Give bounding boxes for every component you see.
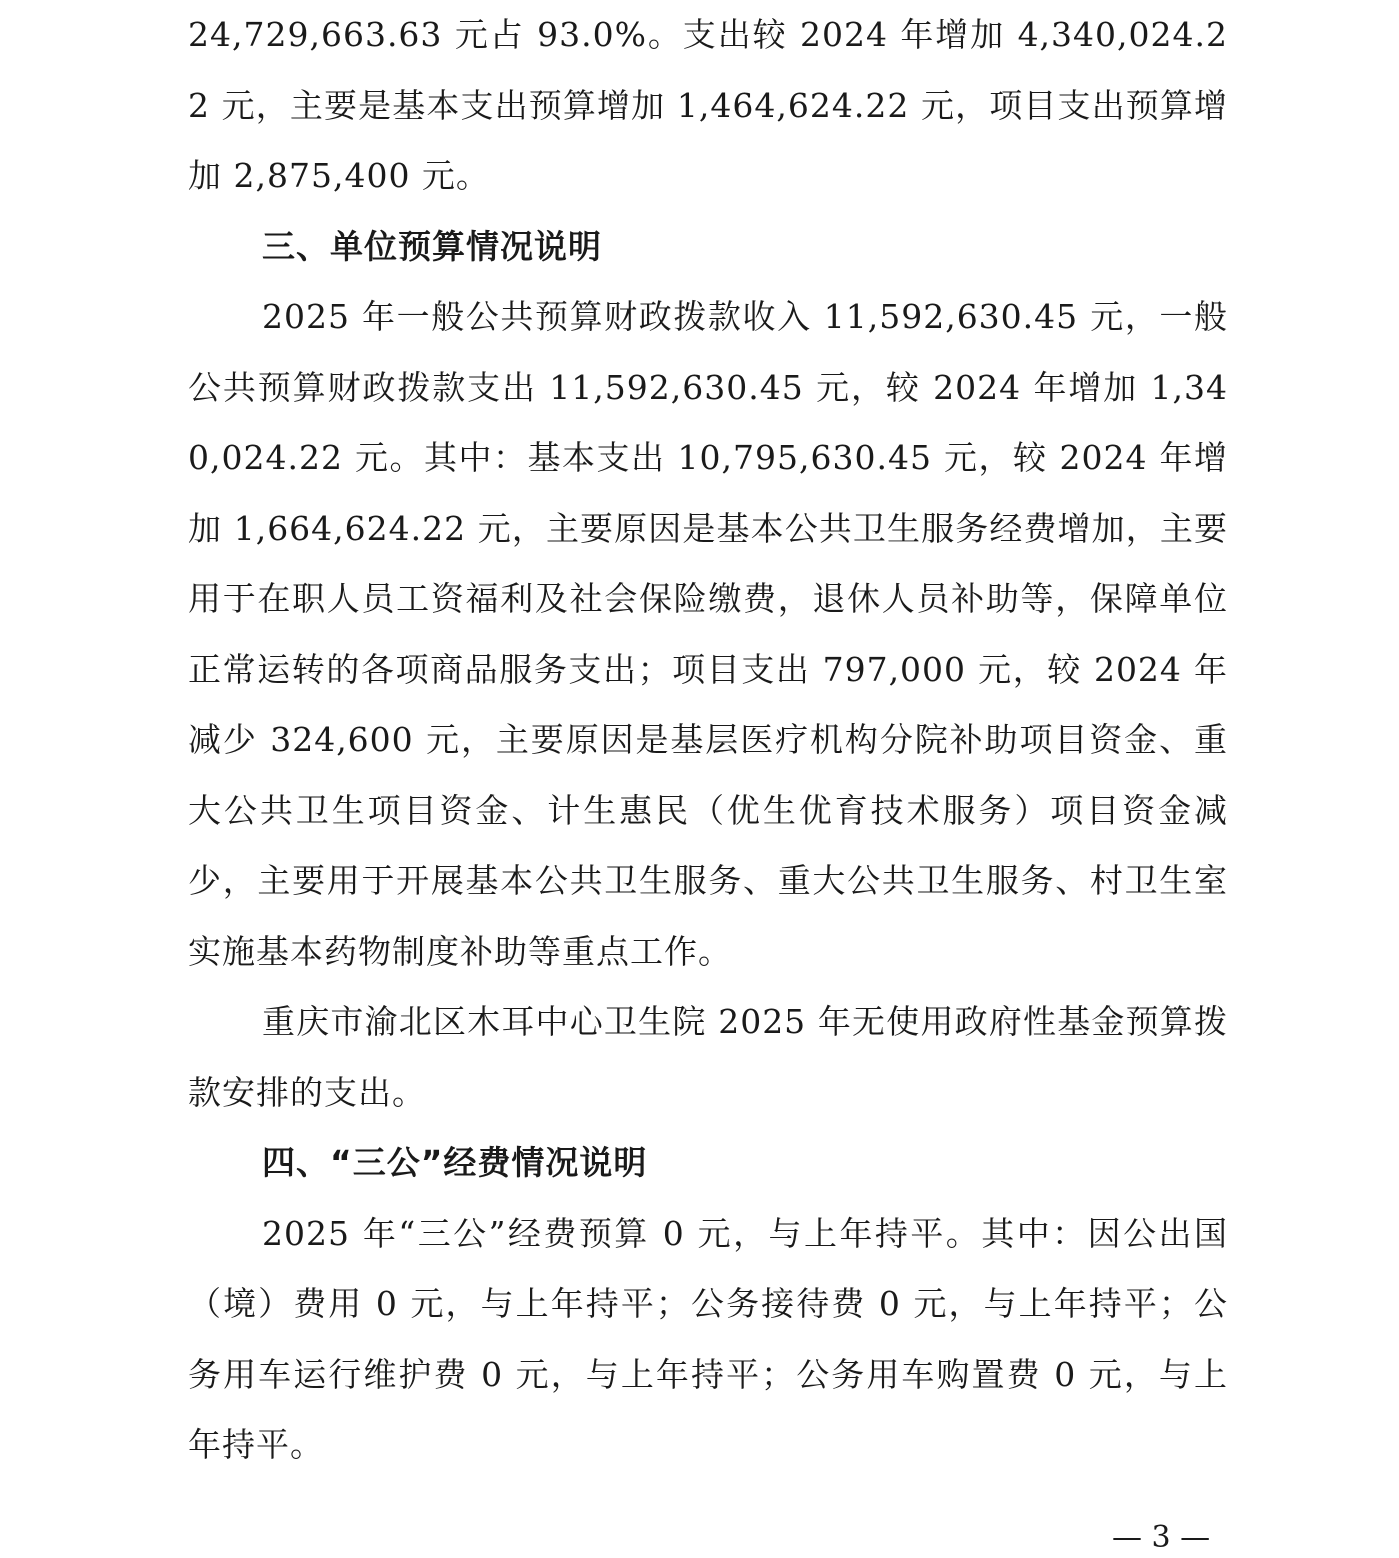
- paragraph-three-public-expenses: 2025 年“三公”经费预算 0 元，与上年持平。其中：因公出国（境）费用 0 元，与上年持平；公务接待费 0 元，与上年持平；公务用车运行维护费 0 元，与上年持平；公务用车购置费 0 元，与上年持平。: [188, 1213, 1228, 1464]
- paragraph-general-budget: 2025 年一般公共预算财政拨款收入 11,592,630.45 元，一般公共预算财政拨款支出 11,592,630.45 元，较 2024 年增加 1,340,024.22 元。其中：基本支出 10,795,630.45 元，较 2024 年增加 1,664,624.22 元，主要原因是基本公共卫生服务经费增加，主要用于在职人员工资福利及社会保险缴费，退休人员补助等，保障单位正常运转的各项商品服务支出；项目支出 797,000 元，较 2024 年减少 324,600 元，主要原因是基层医疗机构分院补助项目资金、重大公共卫生项目资金、计生惠民（优生优育技术服务）项目资金减少，主要用于开展基本公共卫生服务、重大公共卫生服务、村卫生室实施基本药物制度补助等重点工作。: [188, 297, 1228, 971]
- document-page: [188, 0, 1228, 1481]
- page-number: — 3 —: [1112, 1520, 1211, 1555]
- section-heading-unit-budget: 三、单位预算情况说明: [262, 226, 602, 266]
- section-heading-three-public: 四、“三公”经费情况说明: [262, 1143, 648, 1182]
- paragraph-government-fund: 重庆市渝北区木耳中心卫生院 2025 年无使用政府性基金预算拨款安排的支出。: [188, 1002, 1228, 1112]
- paragraph-expense-summary: 24,729,663.63 元占 93.0%。支出较 2024 年增加 4,340,024.22 元，主要是基本支出预算增加 1,464,624.22 元，项目支出预算增加 2,875,400 元。: [188, 15, 1228, 195]
